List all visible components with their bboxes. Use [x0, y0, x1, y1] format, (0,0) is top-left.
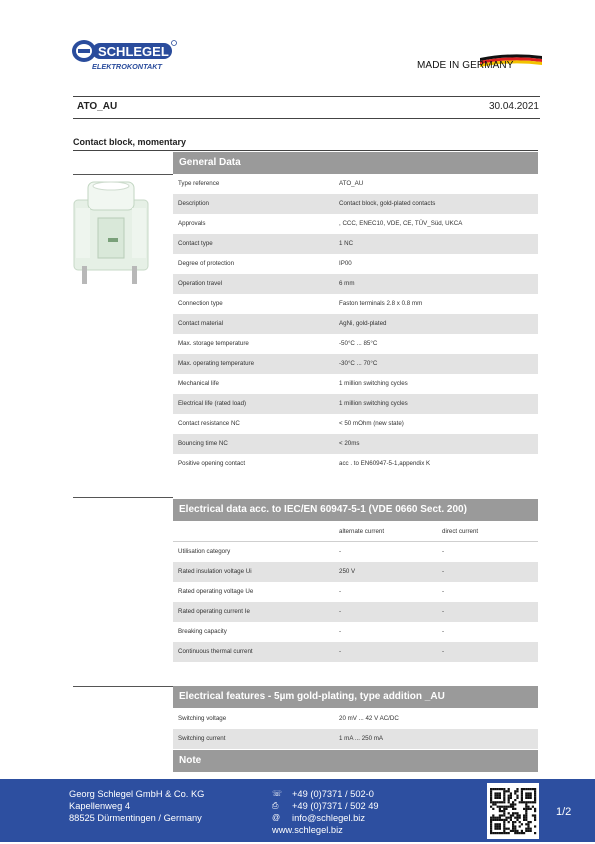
footer-company: Georg Schlegel GmbH & Co. KG	[69, 789, 205, 799]
general-row	[173, 194, 538, 214]
qr-code	[487, 783, 539, 839]
row-value-ac: -	[339, 648, 342, 655]
row-value: Contact block, gold-plated contacts	[339, 200, 436, 207]
row-value: 1 million switching cycles	[339, 380, 408, 387]
row-label: Electrical life (rated load)	[178, 400, 247, 407]
general-row	[173, 334, 538, 354]
row-value: < 20ms	[339, 440, 360, 447]
electrical-row	[173, 582, 538, 602]
row-label: Max. storage temperature	[178, 340, 249, 347]
general-row	[173, 214, 538, 234]
row-label: Rated insulation voltage Ui	[178, 568, 252, 575]
row-value-dc: -	[442, 628, 445, 635]
product-photo	[68, 178, 153, 288]
row-label: Operation travel	[178, 280, 223, 287]
section-header-electrical: Electrical data acc. to IEC/EN 60947-5-1 (VDE 0660 Sect. 200)	[173, 499, 538, 521]
header-rule-bottom	[73, 118, 540, 119]
row-value: 6 mm	[339, 280, 355, 287]
electrical-column-headers	[173, 522, 538, 542]
row-value: < 50 mOhm (new state)	[339, 420, 404, 427]
row-value: Faston terminals 2.8 x 0.8 mm	[339, 300, 423, 307]
footer-street: Kapellenweg 4	[69, 801, 130, 811]
section-rule-features	[73, 686, 173, 687]
logo-brand: SCHLEGEL	[98, 44, 169, 59]
row-value-dc: -	[442, 588, 445, 595]
row-value: 1 NC	[339, 240, 354, 247]
row-value: ATO_AU	[339, 180, 364, 187]
general-row	[173, 294, 538, 314]
general-row	[173, 434, 538, 454]
row-label: Type reference	[178, 180, 220, 187]
general-row	[173, 454, 538, 474]
row-value-dc: -	[442, 648, 445, 655]
made-in-germany: MADE IN GERMANY	[417, 60, 514, 71]
general-row	[173, 394, 538, 414]
row-label: Bouncing time NC	[178, 440, 228, 447]
row-value: -30°C ... 70°C	[339, 360, 378, 367]
row-value-ac: -	[339, 628, 342, 635]
row-label: Contact material	[178, 320, 224, 327]
electrical-row	[173, 602, 538, 622]
electrical-row	[173, 642, 538, 662]
row-label: Breaking capacity	[178, 628, 227, 635]
row-label: Rated operating voltage Ue	[178, 588, 254, 595]
section-rule-electrical	[73, 497, 173, 498]
row-label: Contact resistance NC	[178, 420, 240, 427]
row-value: AgNi, gold-plated	[339, 320, 387, 327]
schlegel-logo	[70, 38, 180, 74]
general-row	[173, 234, 538, 254]
product-subject: Contact block, momentary	[73, 137, 187, 147]
section-header-features: Electrical features - 5µm gold-plating, type addition _AU	[173, 686, 538, 708]
row-value-ac: 250 V	[339, 568, 356, 575]
document-date: 30.04.2021	[488, 101, 539, 112]
row-value: 20 mV ... 42 V AC/DC	[339, 715, 399, 722]
logo-subline: ELEKTROKONTAKT	[92, 62, 162, 71]
row-value: acc . to EN60947-5-1,appendix K	[339, 460, 431, 467]
row-label: Contact type	[178, 240, 213, 247]
footer-city: 88525 Dürmentingen / Germany	[69, 813, 202, 823]
row-value-dc: -	[442, 608, 445, 615]
section-rule-general	[73, 174, 173, 175]
row-value-dc: -	[442, 548, 445, 555]
section-header-general: General Data	[173, 152, 538, 174]
col-header-dc: direct current	[442, 528, 479, 535]
footer-website[interactable]: www.schlegel.biz	[272, 825, 343, 835]
header-rule-top	[73, 96, 540, 97]
row-label: Approvals	[178, 220, 206, 227]
footer-email[interactable]: info@schlegel.biz	[292, 813, 366, 823]
fax-icon: ⎙	[272, 801, 279, 810]
row-label: Continuous thermal current	[178, 648, 253, 655]
col-header-ac: alternate current	[339, 528, 385, 535]
row-value-ac: -	[339, 608, 342, 615]
row-value: 1 mA ... 250 mA	[339, 735, 384, 742]
row-value-dc: -	[442, 568, 445, 575]
row-value: 1 million switching cycles	[339, 400, 408, 407]
row-label: Positive opening contact	[178, 460, 246, 467]
row-value-ac: -	[339, 548, 342, 555]
general-row	[173, 414, 538, 434]
row-value: , CCC, ENEC10, VDE, CE, TÜV_Süd, UKCA	[339, 220, 463, 227]
document-id: ATO_AU	[77, 101, 118, 112]
row-value-ac: -	[339, 588, 342, 595]
row-label: Degree of protection	[178, 260, 235, 267]
row-label: Switching voltage	[178, 715, 227, 722]
electrical-row	[173, 542, 538, 562]
row-label: Description	[178, 200, 209, 207]
row-label: Mechanical life	[178, 380, 219, 387]
row-label: Max. operating temperature	[178, 360, 255, 367]
page-number: 1/2	[556, 806, 572, 818]
footer-phone[interactable]: +49 (0)7371 / 502-0	[292, 789, 374, 799]
footer	[0, 779, 595, 842]
row-value: -50°C ... 85°C	[339, 340, 378, 347]
row-label: Connection type	[178, 300, 223, 307]
row-value: IP00	[339, 260, 352, 267]
general-row	[173, 174, 538, 194]
general-row	[173, 314, 538, 334]
feature-row	[173, 729, 538, 749]
general-row	[173, 274, 538, 294]
row-label: Rated operating current Ie	[178, 608, 250, 615]
row-label: Utilisation category	[178, 548, 231, 555]
section-header-note: Note	[173, 750, 538, 772]
electrical-row	[173, 562, 538, 582]
subject-rule	[73, 150, 538, 151]
row-label: Switching current	[178, 735, 226, 742]
electrical-row	[173, 622, 538, 642]
general-row	[173, 374, 538, 394]
email-icon: @	[272, 813, 281, 822]
general-row	[173, 354, 538, 374]
phone-icon: ☏	[272, 789, 283, 798]
feature-row	[173, 709, 538, 729]
general-row	[173, 254, 538, 274]
footer-fax: +49 (0)7371 / 502 49	[292, 801, 379, 811]
